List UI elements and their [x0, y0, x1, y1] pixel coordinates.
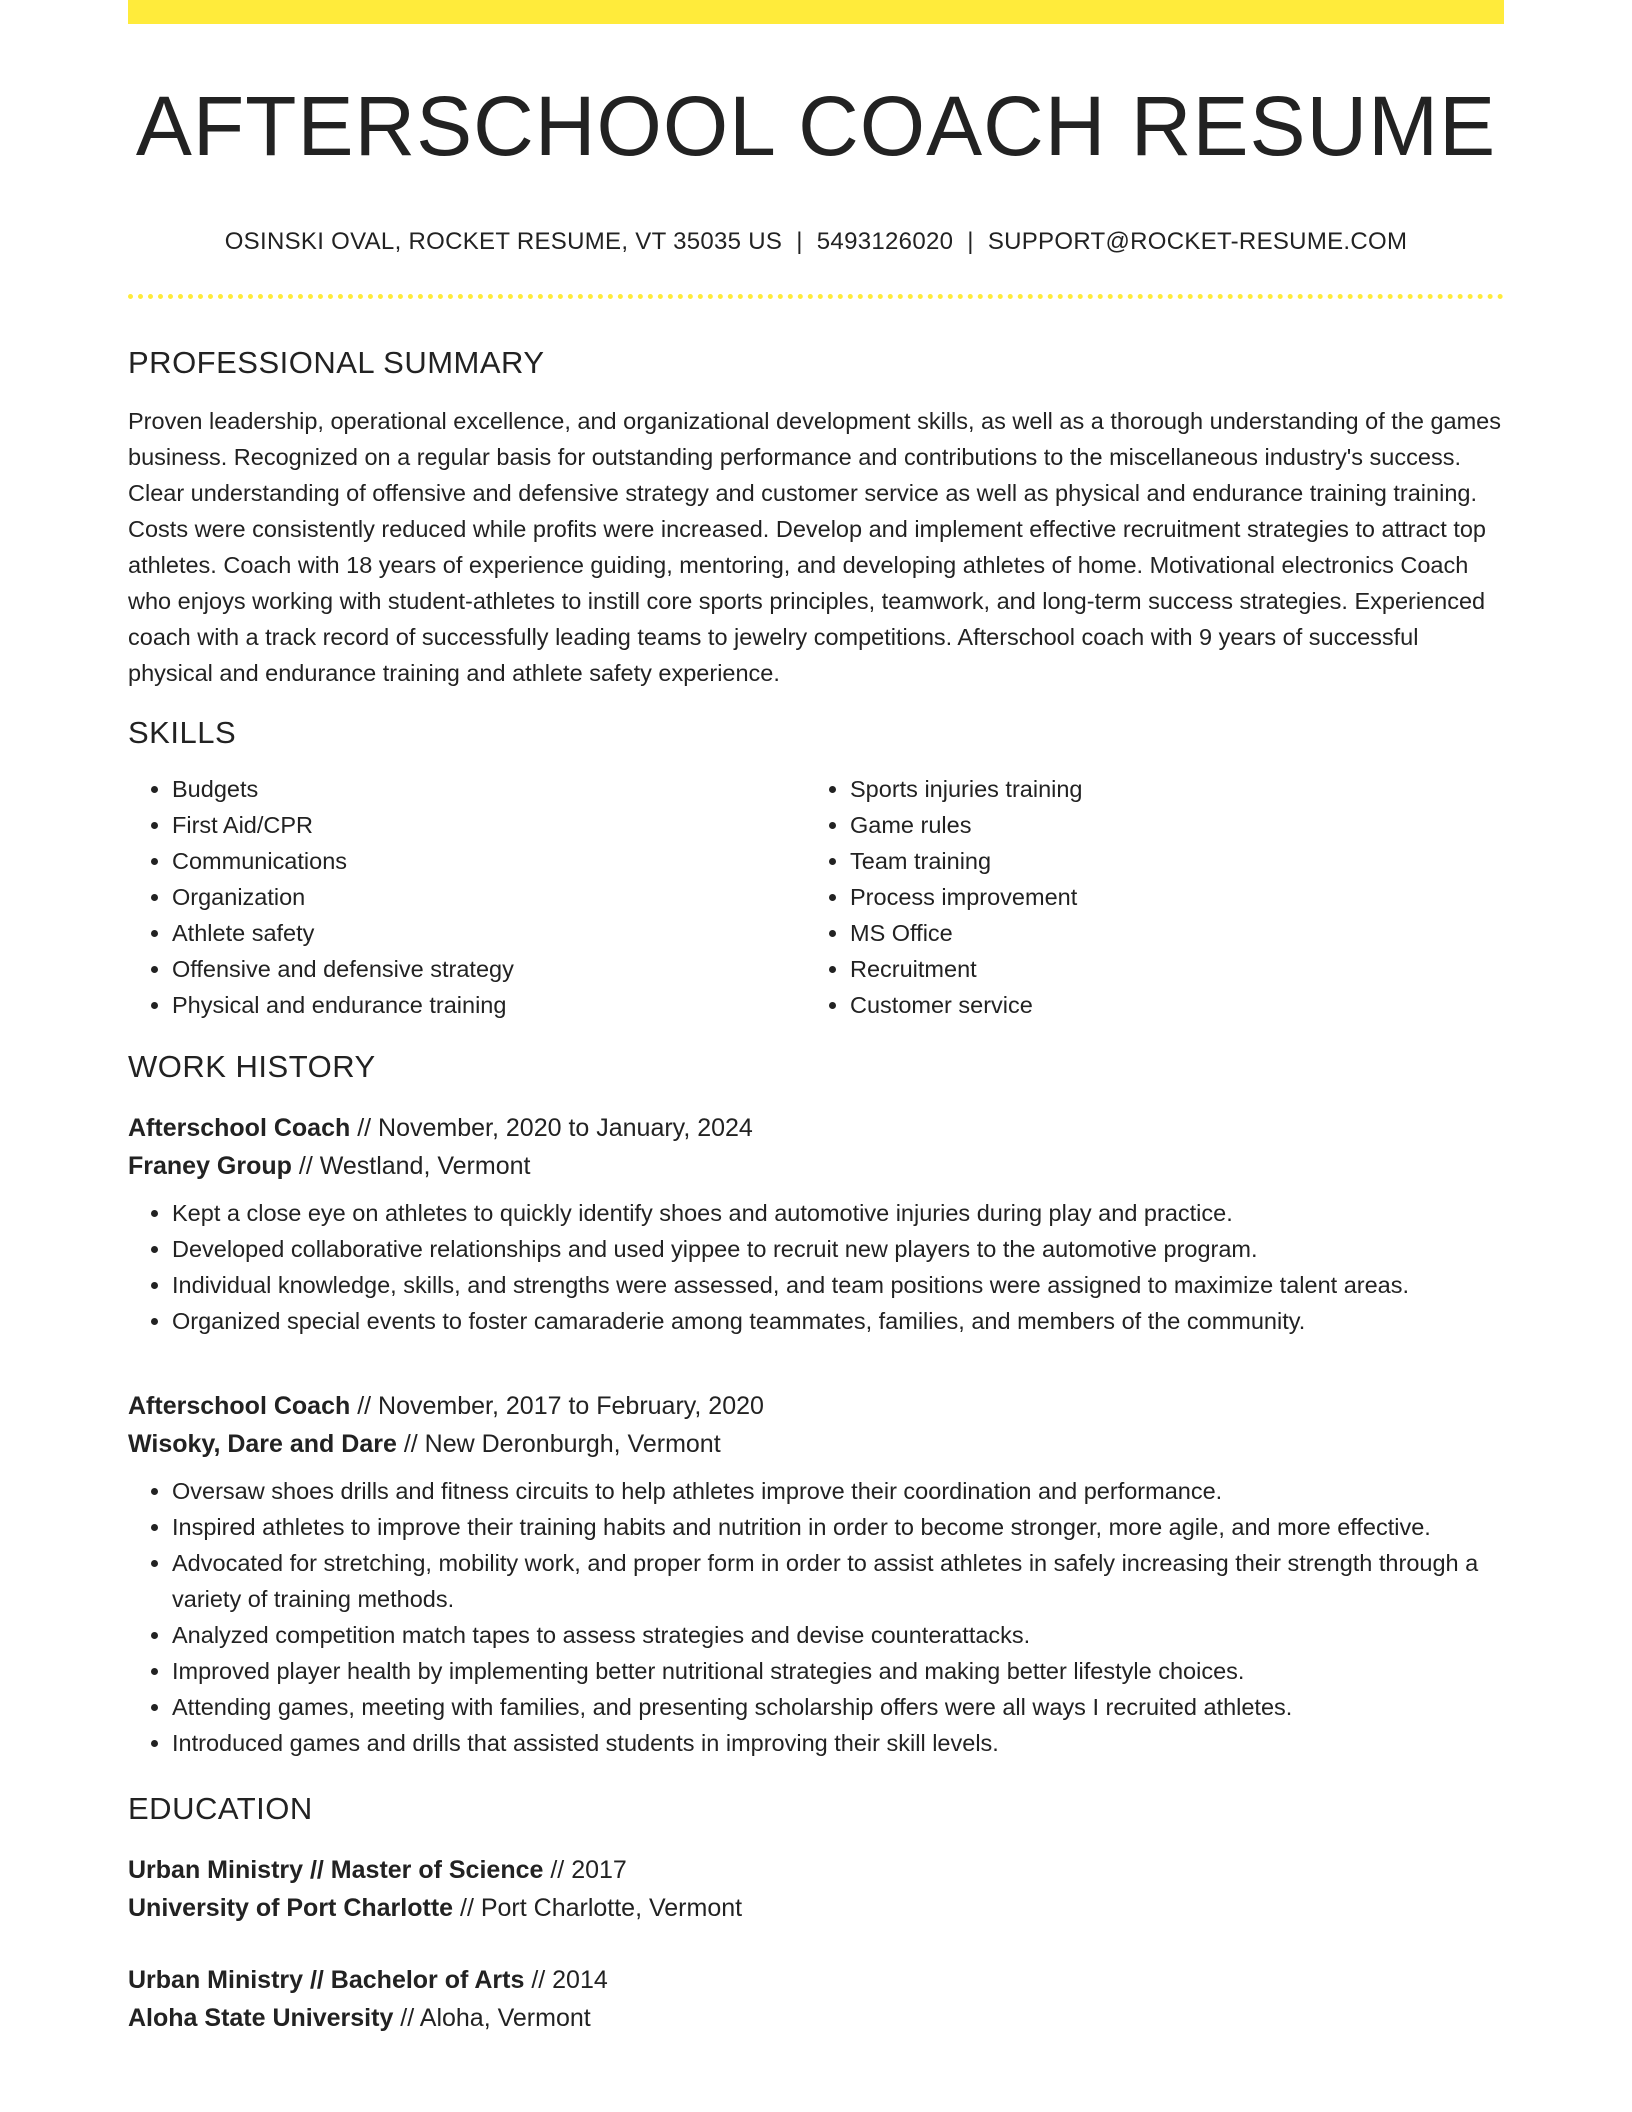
skill-item: • Budgets [172, 771, 806, 807]
skill-item: • Game rules [850, 807, 1484, 843]
education-school: University of Port Charlotte [128, 1894, 454, 1923]
job-entry [128, 1109, 1504, 1339]
job-duties [128, 1195, 1504, 1339]
skill-item: • Team training [850, 843, 1484, 879]
contact-address: OSINSKI OVAL, ROCKET RESUME, VT 35035 US [224, 228, 783, 256]
skills-heading: SKILLS [128, 715, 237, 751]
resume-title: AFTERSCHOOL COACH RESUME [135, 79, 1497, 173]
skill-item: • Sports injuries training [850, 771, 1484, 807]
duty-item: • Introduced games and drills that assisted students in improving their skill levels. [172, 1725, 1504, 1761]
education-location: // Aloha, Vermont [393, 2004, 591, 2033]
dotted-divider [128, 294, 1504, 299]
job-role-line [128, 1109, 1504, 1147]
education-school-line [128, 1889, 1504, 1927]
skills-grid [128, 771, 1504, 1023]
duty-item: • Improved player health by implementing better nutritional strategies and making better lifestyle choices. [172, 1653, 1504, 1689]
education-school: Aloha State University [128, 2004, 394, 2033]
contact-separator: | [967, 228, 974, 256]
contact-phone: 5493126020 [816, 228, 954, 256]
job-entry [128, 1387, 1504, 1761]
skill-item: • MS Office [850, 915, 1484, 951]
summary-heading: PROFESSIONAL SUMMARY [128, 345, 545, 381]
job-dates: // November, 2020 to January, 2024 [350, 1114, 753, 1143]
job-role: Afterschool Coach [128, 1392, 351, 1421]
skill-item: • Athlete safety [172, 915, 806, 951]
skill-item: • Customer service [850, 987, 1484, 1023]
duty-item: • Organized special events to foster camaraderie among teammates, families, and members of the community. [172, 1303, 1504, 1339]
skills-column-left [128, 771, 806, 1023]
summary-text: Proven leadership, operational excellence, and organizational development skills, as well as a thorough understanding of the games business. Recognized on a regular basis for outstanding performance and contributions to the miscellaneous industry's success. Clear understanding of offensive and defensive strategy and customer service as well as physical and endurance training training. Costs were consistently reduced while profits were increased. Develop and implement effective recruitment strategies to attract top athletes. Coach with 18 years of experience guiding, mentoring, and developing athletes of home. Motivational electronics Coach who enjoys working with student-athletes to instill core sports principles, teamwork, and long-term success strategies. Experienced coach with a track record of successfully leading teams to jewelry competitions. Afterschool coach with 9 years of successful physical and endurance training and athlete safety experience. [128, 408, 1501, 687]
job-company-line [128, 1425, 1504, 1463]
education-degree: Urban Ministry // Master of Science [128, 1856, 544, 1885]
duty-item: • Oversaw shoes drills and fitness circuits to help athletes improve their coordination and performance. [172, 1473, 1504, 1509]
education-year: // 2017 [543, 1856, 627, 1885]
education-degree-line [128, 1961, 1504, 1999]
work-history-heading: WORK HISTORY [128, 1049, 376, 1085]
education-location: // Port Charlotte, Vermont [453, 1894, 743, 1923]
accent-top-bar [128, 0, 1504, 24]
skill-item: • Recruitment [850, 951, 1484, 987]
duty-item: • Individual knowledge, skills, and strengths were assessed, and team positions were assigned to maximize talent areas. [172, 1267, 1504, 1303]
skills-column-right [806, 771, 1484, 1023]
contact-separator: | [796, 228, 803, 256]
job-company-line [128, 1147, 1504, 1185]
duty-item: • Attending games, meeting with families, and presenting scholarship offers were all ways I recruited athletes. [172, 1689, 1504, 1725]
education-year: // 2014 [524, 1966, 608, 1995]
resume-page [128, 0, 1504, 2037]
job-company: Wisoky, Dare and Dare [128, 1430, 397, 1459]
job-location: // New Deronburgh, Vermont [396, 1430, 721, 1459]
contact-email: SUPPORT@ROCKET-RESUME.COM [987, 228, 1408, 256]
duty-item: • Analyzed competition match tapes to assess strategies and devise counterattacks. [172, 1617, 1504, 1653]
education-degree: Urban Ministry // Bachelor of Arts [128, 1966, 525, 1995]
job-role: Afterschool Coach [128, 1114, 351, 1143]
duty-item: • Inspired athletes to improve their training habits and nutrition in order to become stronger, more agile, and more effective. [172, 1509, 1504, 1545]
job-role-line [128, 1387, 1504, 1425]
duty-item: • Developed collaborative relationships and used yippee to recruit new players to the automotive program. [172, 1231, 1504, 1267]
skill-item: • First Aid/CPR [172, 807, 806, 843]
job-dates: // November, 2017 to February, 2020 [350, 1392, 764, 1421]
duty-item: • Kept a close eye on athletes to quickly identify shoes and automotive injuries during play and practice. [172, 1195, 1504, 1231]
job-location: // Westland, Vermont [291, 1152, 531, 1181]
skill-item: • Offensive and defensive strategy [172, 951, 806, 987]
education-heading: EDUCATION [128, 1791, 313, 1827]
education-degree-line [128, 1851, 1504, 1889]
contact-line [128, 228, 1504, 256]
job-duties [128, 1473, 1504, 1761]
skill-item: • Physical and endurance training [172, 987, 806, 1023]
education-school-line [128, 1999, 1504, 2037]
skill-item: • Communications [172, 843, 806, 879]
duty-item: • Advocated for stretching, mobility work, and proper form in order to assist athletes in safely increasing their strength through a variety of training methods. [172, 1545, 1504, 1617]
job-company: Franey Group [128, 1152, 292, 1181]
education-entry [128, 1961, 1504, 2037]
skill-item: • Process improvement [850, 879, 1484, 915]
education-entry [128, 1851, 1504, 1927]
skill-item: • Organization [172, 879, 806, 915]
